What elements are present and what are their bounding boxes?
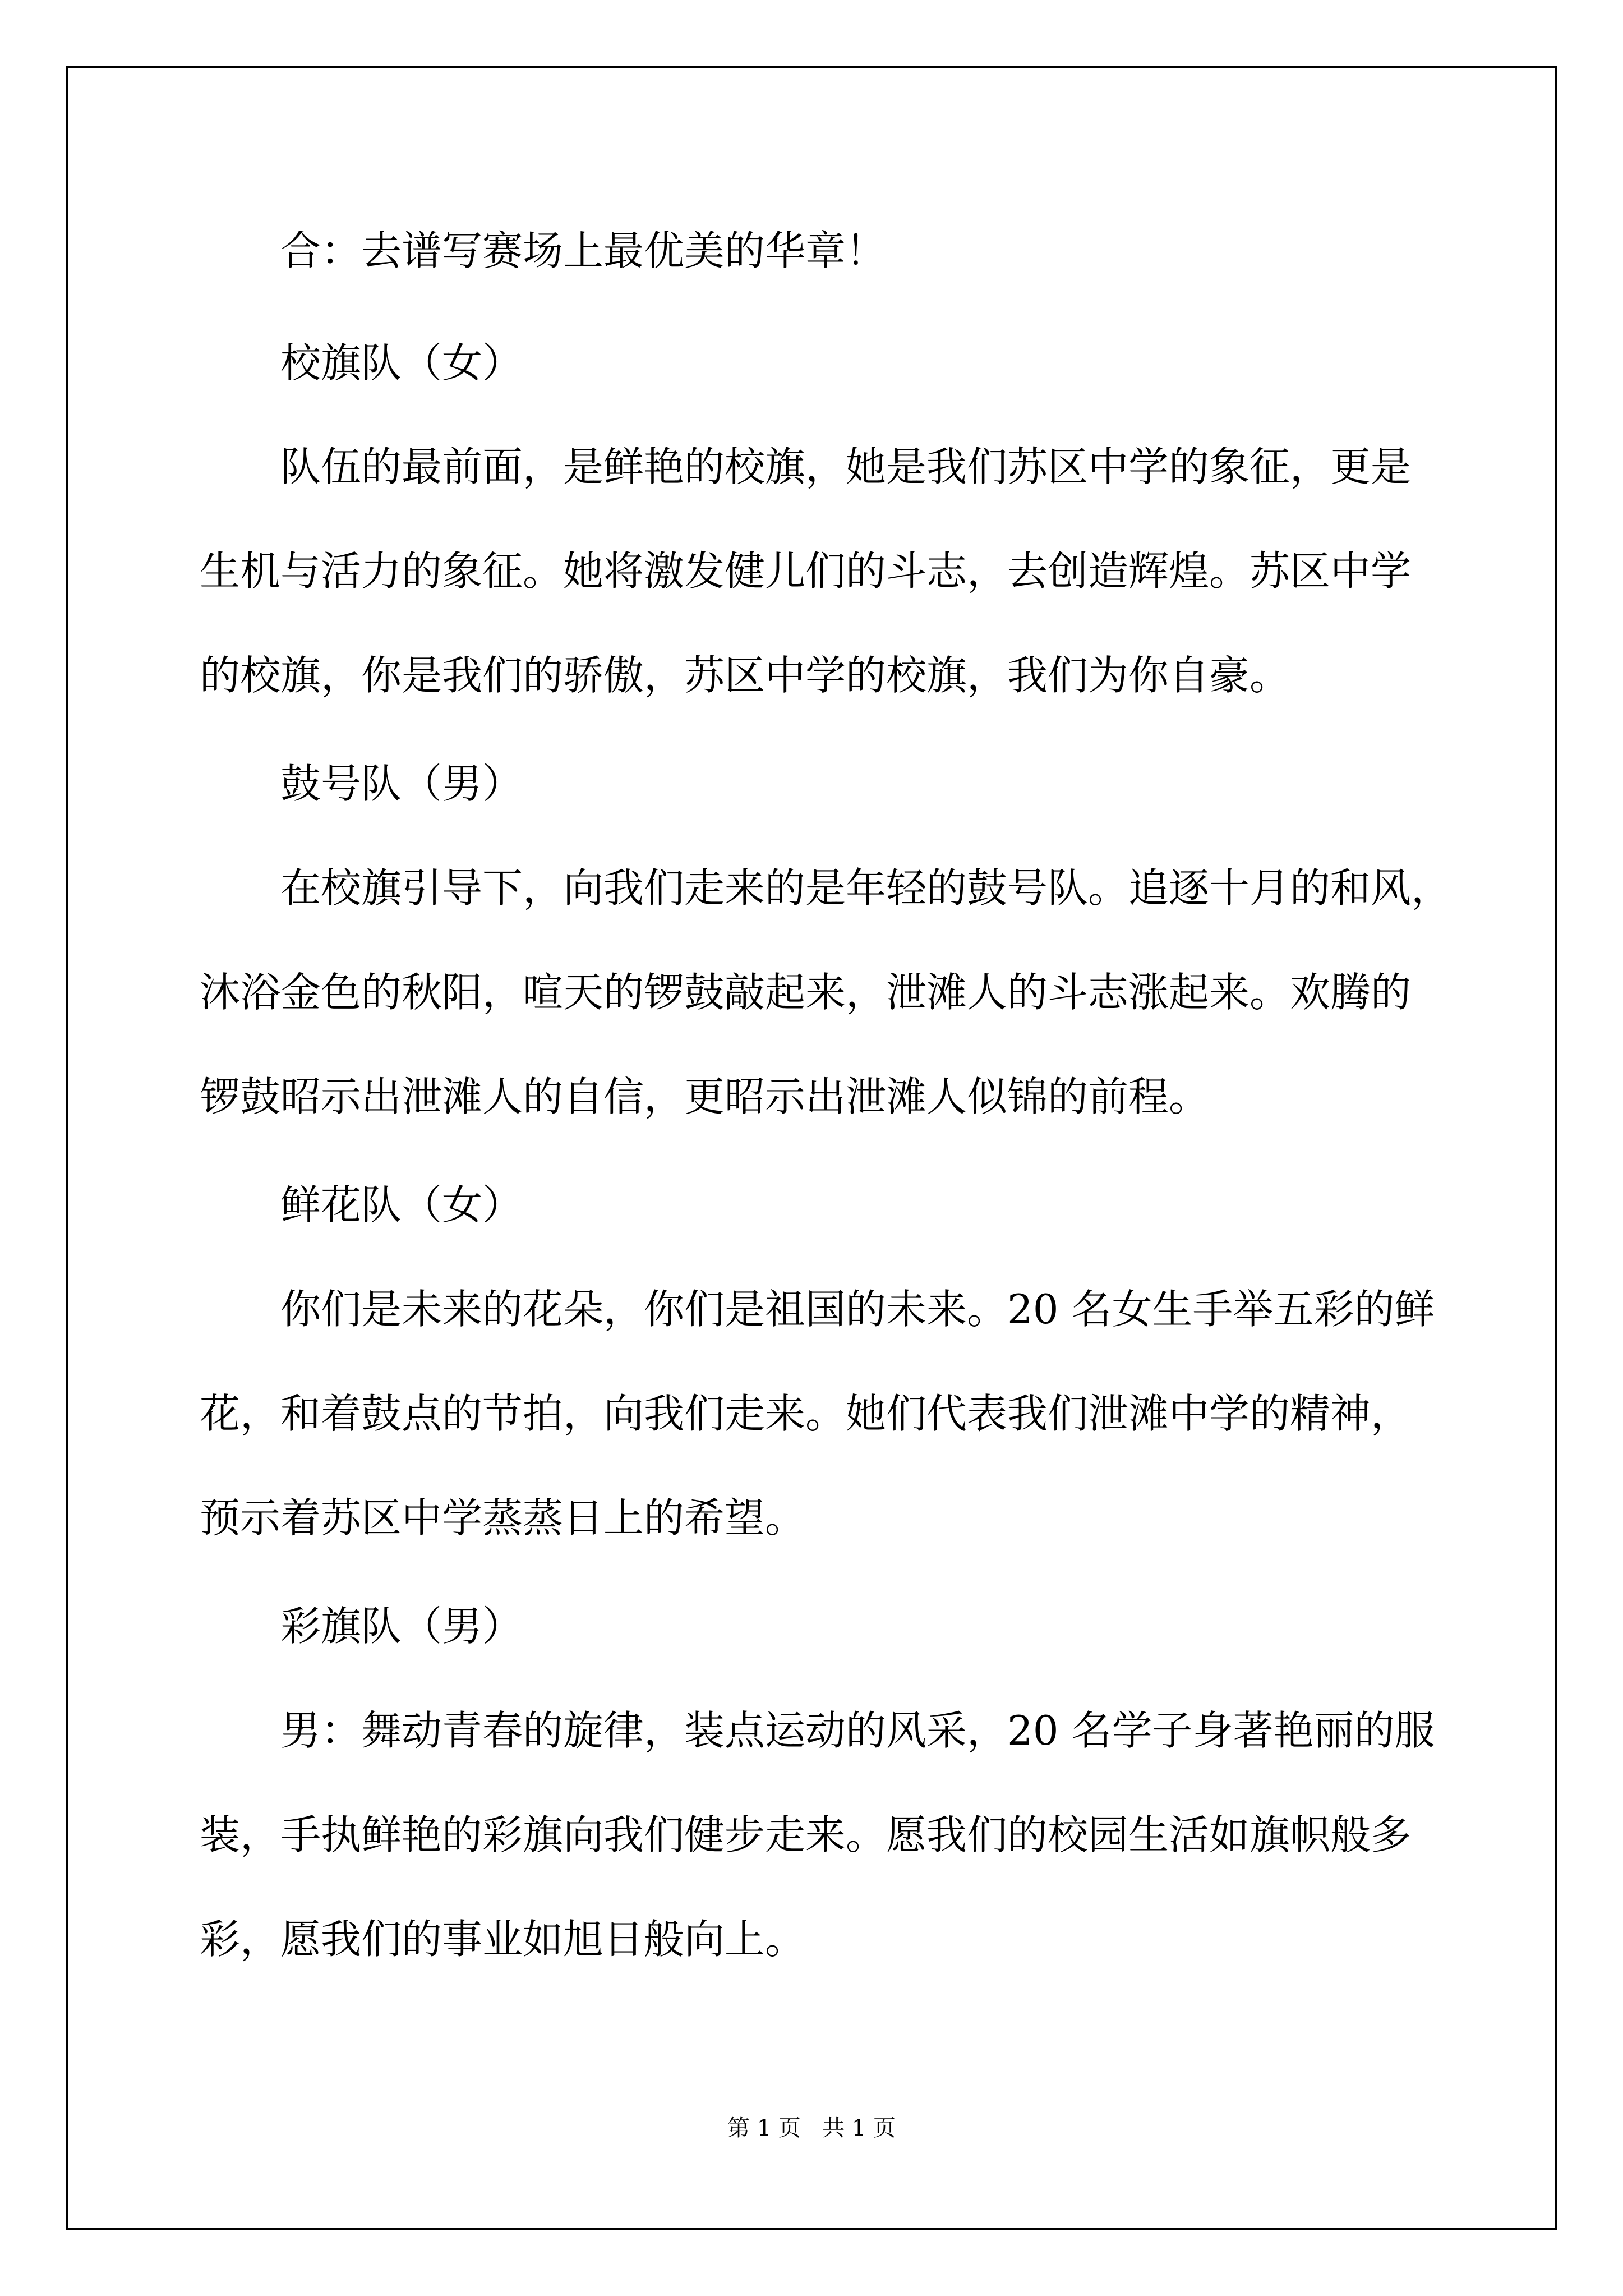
paragraph-line: 队伍的最前面，是鲜艳的校旗，她是我们苏区中学的象征，更是: [280, 443, 1412, 490]
section-heading-school-flag-team: 校旗队（女）: [280, 339, 523, 386]
paragraph-line: 生机与活力的象征。她将激发健儿们的斗志，去创造辉煌。苏区中学: [200, 547, 1412, 595]
paragraph-line: 的校旗，你是我们的骄傲，苏区中学的校旗，我们为你自豪。: [200, 652, 1290, 699]
paragraph-line: 沐浴金色的秋阳，喧天的锣鼓敲起来，泄滩人的斗志涨起来。欢腾的: [200, 969, 1412, 1016]
section-heading-flower-team: 鲜花队（女）: [280, 1181, 523, 1228]
page-border: [66, 66, 1557, 2230]
page-number-footer: 第 1 页 共 1 页: [727, 2115, 896, 2141]
paragraph-line: 男：舞动青春的旋律，装点运动的风采，20 名学子身著艳丽的服: [280, 1707, 1435, 1754]
section-heading-color-flag-team: 彩旗队（男）: [280, 1603, 523, 1650]
section-heading-drum-team: 鼓号队（男）: [280, 760, 523, 807]
paragraph-line: 花，和着鼓点的节拍，向我们走来。她们代表我们泄滩中学的精神，: [200, 1390, 1412, 1437]
paragraph-line: 预示着苏区中学蒸蒸日上的希望。: [200, 1494, 806, 1542]
paragraph-line: 你们是未来的花朵，你们是祖国的未来。20 名女生手举五彩的鲜: [280, 1286, 1435, 1333]
closing-line: 合：去谱写赛场上最优美的华章！: [280, 227, 887, 274]
paragraph-line: 锣鼓昭示出泄滩人的自信，更昭示出泄滩人似锦的前程。: [200, 1073, 1210, 1120]
paragraph-line: 在校旗引导下，向我们走来的是年轻的鼓号队。追逐十月的和风，: [280, 864, 1452, 912]
paragraph-line: 彩，愿我们的事业如旭日般向上。: [200, 1916, 806, 1963]
paragraph-line: 装，手执鲜艳的彩旗向我们健步走来。愿我们的校园生活如旗帜般多: [200, 1811, 1412, 1858]
